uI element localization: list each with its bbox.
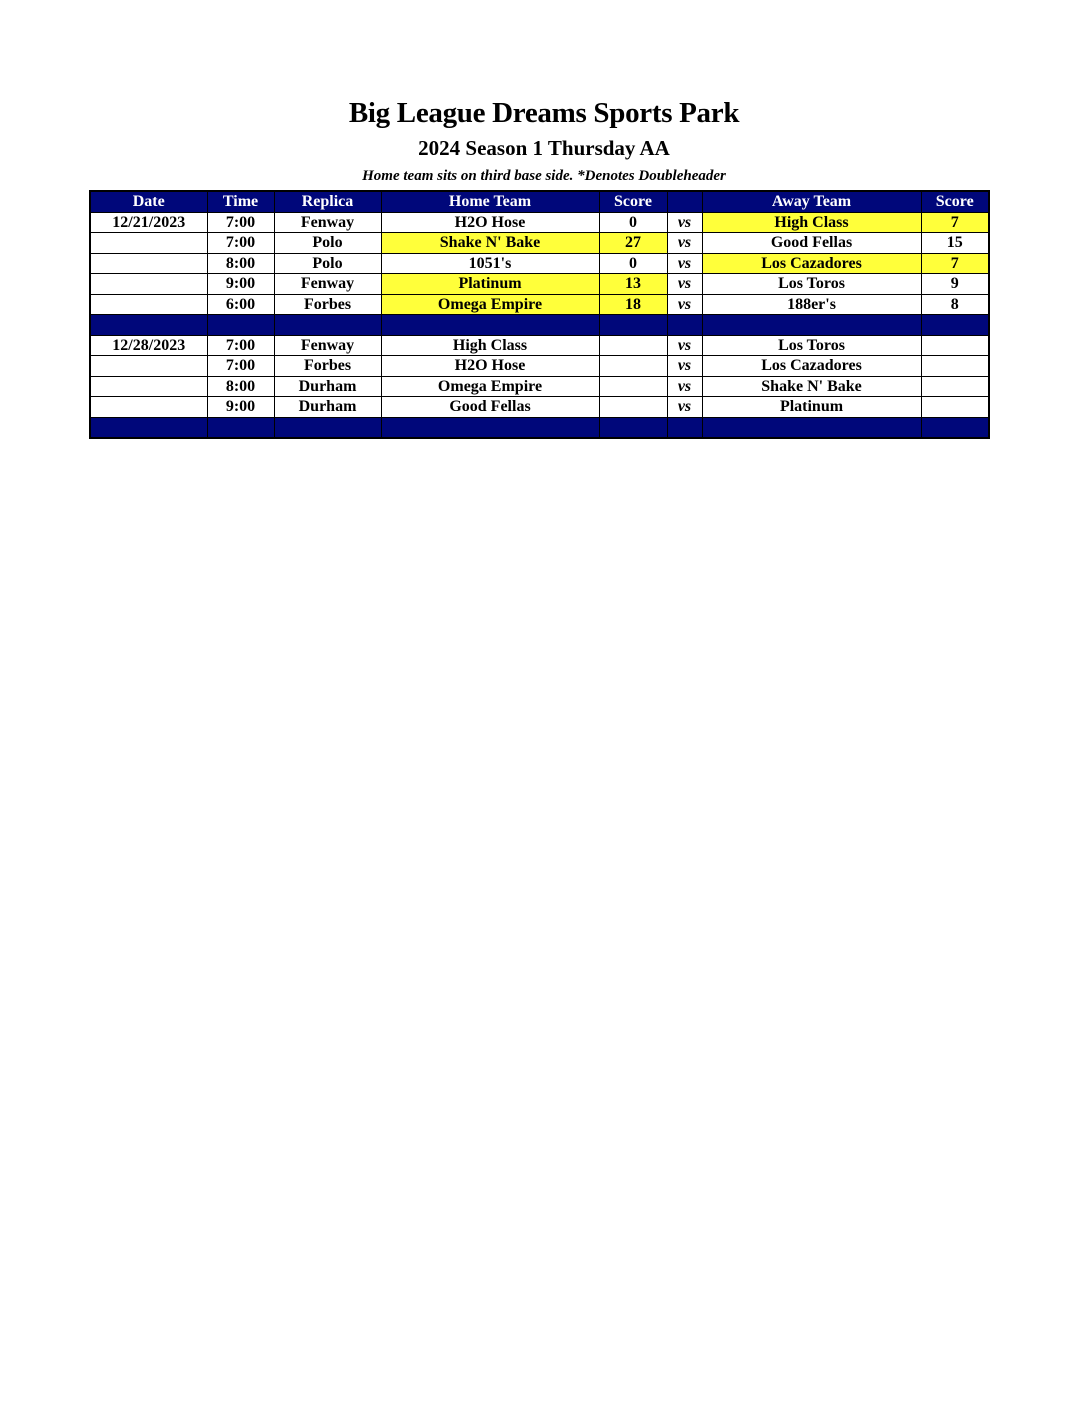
date-cell [90, 274, 207, 295]
date-cell [90, 397, 207, 418]
schedule-table [89, 190, 990, 439]
replica-cell: Fenway [274, 212, 381, 233]
away-team-cell: Los Toros [702, 335, 921, 356]
vs-label: vs [667, 212, 702, 233]
away-team-cell: 188er's [702, 294, 921, 315]
date-cell [90, 253, 207, 274]
replica-cell: Durham [274, 376, 381, 397]
separator-cell [381, 417, 599, 438]
home-team-cell: Omega Empire [381, 294, 599, 315]
time-cell: 7:00 [207, 335, 274, 356]
home-score-cell [599, 376, 667, 397]
date-cell [90, 356, 207, 377]
home-team-cell: H2O Hose [381, 212, 599, 233]
separator-cell [90, 315, 207, 336]
replica-cell: Durham [274, 397, 381, 418]
away-team-cell: Shake N' Bake [702, 376, 921, 397]
separator-cell [599, 315, 667, 336]
col-header-home-score: Score [599, 191, 667, 212]
date-cell [90, 233, 207, 254]
home-team-cell: H2O Hose [381, 356, 599, 377]
time-cell: 9:00 [207, 274, 274, 295]
home-team-cell: Good Fellas [381, 397, 599, 418]
date-cell: 12/21/2023 [90, 212, 207, 233]
time-cell: 7:00 [207, 233, 274, 254]
home-score-cell: 0 [599, 253, 667, 274]
game-row [90, 294, 989, 315]
game-row [90, 376, 989, 397]
home-score-cell [599, 397, 667, 418]
replica-cell: Fenway [274, 335, 381, 356]
time-cell: 9:00 [207, 397, 274, 418]
time-cell: 8:00 [207, 253, 274, 274]
vs-label: vs [667, 294, 702, 315]
separator-cell [207, 315, 274, 336]
season-subtitle: 2024 Season 1 Thursday AA [418, 136, 670, 160]
away-score-cell: 7 [921, 212, 989, 233]
away-score-cell [921, 356, 989, 377]
vs-label: vs [667, 356, 702, 377]
home-score-cell [599, 356, 667, 377]
game-row [90, 274, 989, 295]
col-header-time: Time [207, 191, 274, 212]
col-header-away-team: Away Team [702, 191, 921, 212]
vs-label: vs [667, 274, 702, 295]
header-row [90, 191, 989, 212]
away-team-cell: Los Cazadores [702, 253, 921, 274]
away-score-cell: 8 [921, 294, 989, 315]
away-team-cell: High Class [702, 212, 921, 233]
time-cell: 7:00 [207, 212, 274, 233]
home-score-cell: 0 [599, 212, 667, 233]
date-cell [90, 376, 207, 397]
home-team-cell: Shake N' Bake [381, 233, 599, 254]
home-score-cell: 13 [599, 274, 667, 295]
separator-cell [702, 417, 921, 438]
separator-cell [667, 315, 702, 336]
replica-cell: Polo [274, 233, 381, 254]
game-row [90, 233, 989, 254]
away-score-cell [921, 376, 989, 397]
col-header-date: Date [90, 191, 207, 212]
week-separator-row [90, 315, 989, 336]
separator-cell [274, 417, 381, 438]
separator-cell [274, 315, 381, 336]
separator-cell [667, 417, 702, 438]
separator-cell [90, 417, 207, 438]
away-score-cell: 9 [921, 274, 989, 295]
home-score-cell [599, 335, 667, 356]
away-score-cell [921, 397, 989, 418]
separator-cell [702, 315, 921, 336]
separator-cell [381, 315, 599, 336]
date-cell [90, 294, 207, 315]
game-row [90, 397, 989, 418]
away-score-cell [921, 335, 989, 356]
away-score-cell: 15 [921, 233, 989, 254]
home-team-cell: Omega Empire [381, 376, 599, 397]
away-team-cell: Los Toros [702, 274, 921, 295]
away-team-cell: Los Cazadores [702, 356, 921, 377]
home-team-cell: High Class [381, 335, 599, 356]
time-cell: 7:00 [207, 356, 274, 377]
col-header-replica: Replica [274, 191, 381, 212]
home-team-cell: 1051's [381, 253, 599, 274]
replica-cell: Forbes [274, 294, 381, 315]
replica-cell: Fenway [274, 274, 381, 295]
game-row [90, 212, 989, 233]
col-header-vs [667, 191, 702, 212]
separator-cell [599, 417, 667, 438]
home-team-cell: Platinum [381, 274, 599, 295]
game-row [90, 356, 989, 377]
away-team-cell: Platinum [702, 397, 921, 418]
col-header-away-score: Score [921, 191, 989, 212]
date-cell: 12/28/2023 [90, 335, 207, 356]
time-cell: 6:00 [207, 294, 274, 315]
away-score-cell: 7 [921, 253, 989, 274]
separator-cell [921, 315, 989, 336]
page-title: Big League Dreams Sports Park [348, 97, 740, 129]
game-row [90, 253, 989, 274]
seating-note: Home team sits on third base side. *Denotes Doubleheader [362, 168, 726, 184]
separator-cell [207, 417, 274, 438]
schedule-body [90, 212, 989, 438]
col-header-home-team: Home Team [381, 191, 599, 212]
time-cell: 8:00 [207, 376, 274, 397]
replica-cell: Polo [274, 253, 381, 274]
game-row [90, 335, 989, 356]
separator-cell [921, 417, 989, 438]
week-separator-row [90, 417, 989, 438]
replica-cell: Forbes [274, 356, 381, 377]
vs-label: vs [667, 253, 702, 274]
vs-label: vs [667, 335, 702, 356]
home-score-cell: 18 [599, 294, 667, 315]
vs-label: vs [667, 397, 702, 418]
vs-label: vs [667, 233, 702, 254]
vs-label: vs [667, 376, 702, 397]
away-team-cell: Good Fellas [702, 233, 921, 254]
home-score-cell: 27 [599, 233, 667, 254]
